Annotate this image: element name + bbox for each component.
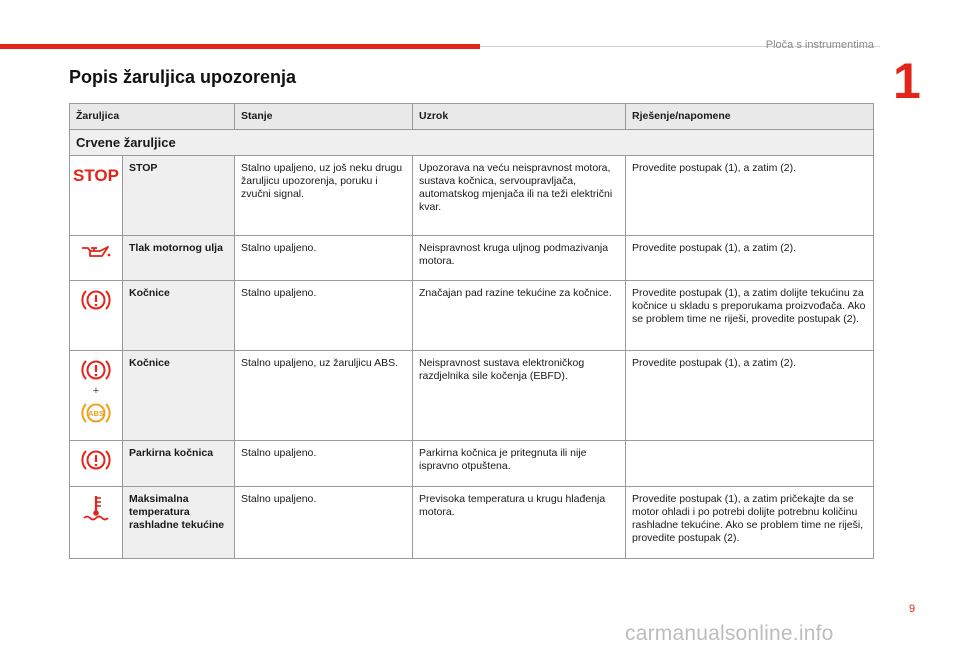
lamp-state: Stalno upaljeno. bbox=[235, 487, 413, 559]
lamp-solution: Provedite postupak (1), a zatim (2). bbox=[626, 351, 874, 441]
lamp-icon-cell bbox=[70, 281, 123, 351]
chapter-number: 1 bbox=[893, 53, 921, 109]
lamp-icon-cell bbox=[70, 487, 123, 559]
lamp-icon-cell bbox=[70, 441, 123, 487]
table-row bbox=[70, 351, 874, 441]
lamp-icon-cell bbox=[70, 351, 123, 441]
watermark: carmanualsonline.info bbox=[625, 622, 834, 645]
lamp-state: Stalno upaljeno. bbox=[235, 236, 413, 281]
page-title: Popis žaruljica upozorenja bbox=[69, 67, 297, 87]
lamp-state: Stalno upaljeno, uz još neku drugu žaruljicu upozorenja, poruku i zvučni signal. bbox=[235, 156, 413, 236]
lamp-name: STOP bbox=[123, 156, 235, 236]
table-row bbox=[70, 236, 874, 281]
lamp-solution: Provedite postupak (1), a zatim pričekajte da se motor ohladi i po potrebi dolijte potrebnu količinu rashladne tekućine. Ako se problem time ne riješi, provedite postupak (2). bbox=[626, 487, 874, 559]
brake-warning-icon bbox=[81, 357, 111, 383]
lamp-name: Tlak motornog ulja bbox=[123, 236, 235, 281]
header-red-bar bbox=[0, 44, 480, 49]
table-row bbox=[70, 156, 874, 236]
lamp-solution bbox=[626, 441, 874, 487]
column-header-lamp: Žaruljica bbox=[70, 104, 235, 130]
oil-can-icon bbox=[80, 242, 112, 260]
lamp-state: Stalno upaljeno, uz žaruljicu ABS. bbox=[235, 351, 413, 441]
table-row bbox=[70, 441, 874, 487]
lamp-cause: Previsoka temperatura u krugu hlađenja motora. bbox=[413, 487, 626, 559]
warning-lamps-table bbox=[69, 103, 874, 559]
column-header-cause: Uzrok bbox=[413, 104, 626, 130]
lamp-cause: Parkirna kočnica je pritegnuta ili nije ispravno otpuštena. bbox=[413, 441, 626, 487]
lamp-solution: Provedite postupak (1), a zatim (2). bbox=[626, 236, 874, 281]
lamp-solution: Provedite postupak (1), a zatim dolijte tekućinu za kočnice u skladu s preporukama proizvođača. Ako se problem time ne riješi, provedite postupak (2). bbox=[626, 281, 874, 351]
stop-icon bbox=[73, 166, 119, 185]
lamp-cause: Neispravnost sustava elektroničkog razdjelnika sile kočenja (EBFD). bbox=[413, 351, 626, 441]
lamp-solution: Provedite postupak (1), a zatim (2). bbox=[626, 156, 874, 236]
lamp-cause: Neispravnost kruga uljnog podmazivanja motora. bbox=[413, 236, 626, 281]
plus-sign: + bbox=[92, 385, 100, 397]
table-row bbox=[70, 487, 874, 559]
section-title: Ploča s instrumentima bbox=[765, 39, 874, 51]
table-header-row bbox=[70, 104, 874, 130]
lamp-name: Maksimalna temperatura rashladne tekućine bbox=[123, 487, 235, 559]
lamp-icon-cell bbox=[70, 156, 123, 236]
abs-icon bbox=[81, 400, 111, 426]
lamp-name: Kočnice bbox=[123, 351, 235, 441]
abs-label: ABS bbox=[88, 409, 104, 418]
lamp-name: Kočnice bbox=[123, 281, 235, 351]
lamp-icon-cell bbox=[70, 236, 123, 281]
group-row bbox=[70, 130, 874, 156]
parking-brake-icon bbox=[81, 447, 111, 473]
lamp-state: Stalno upaljeno. bbox=[235, 441, 413, 487]
page-number: 9 bbox=[909, 603, 916, 615]
brake-warning-icon bbox=[81, 287, 111, 313]
table-row bbox=[70, 281, 874, 351]
column-header-state: Stanje bbox=[235, 104, 413, 130]
lamp-name: Parkirna kočnica bbox=[123, 441, 235, 487]
coolant-temperature-icon bbox=[81, 493, 111, 523]
svg-text:STOP: STOP bbox=[73, 166, 119, 185]
lamp-cause: Značajan pad razine tekućine za kočnice. bbox=[413, 281, 626, 351]
lamp-state: Stalno upaljeno. bbox=[235, 281, 413, 351]
column-header-solution: Rješenje/napomene bbox=[626, 104, 874, 130]
group-label: Crvene žaruljice bbox=[70, 130, 874, 156]
lamp-cause: Upozorava na veću neispravnost motora, sustava kočnica, servoupravljača, automatskog mjenjača ili na teži električni kvar. bbox=[413, 156, 626, 236]
